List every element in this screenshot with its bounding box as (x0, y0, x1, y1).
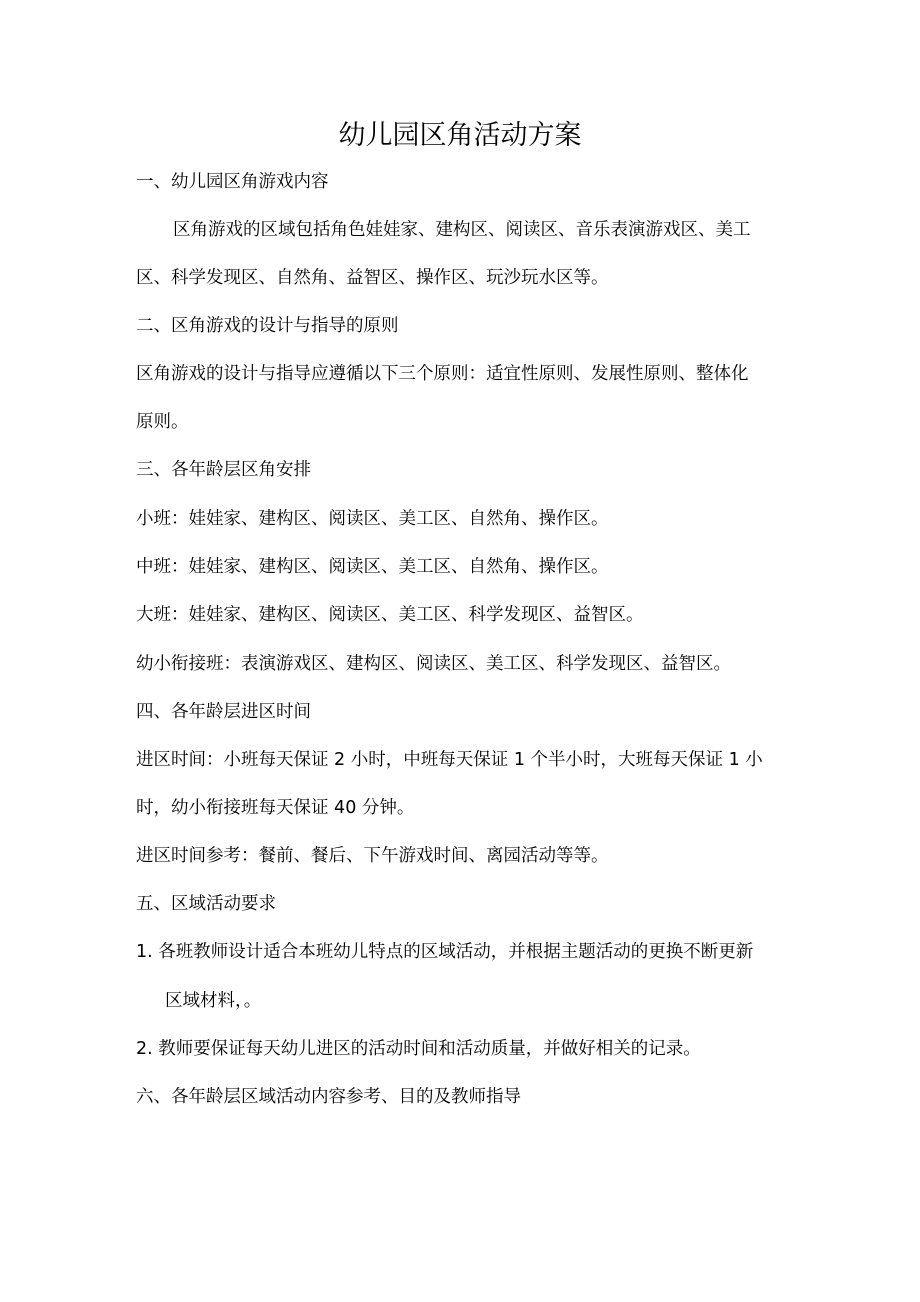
document-title: 幼儿园区角活动方案 (338, 120, 582, 151)
section1-heading: 一、幼儿园区角游戏内容 (136, 172, 329, 192)
middle-class-areas: 中班：娃娃家、建构区、阅读区、美工区、自然角、操作区。 (136, 557, 609, 577)
section4-time-line2: 时，幼小衔接班每天保证 40 分钟。 (136, 798, 415, 818)
large-class-areas: 大班：娃娃家、建构区、阅读区、美工区、科学发现区、益智区。 (136, 605, 644, 625)
small-class-areas: 小班：娃娃家、建构区、阅读区、美工区、自然角、操作区。 (136, 509, 609, 529)
section3-heading: 三、各年龄层区角安排 (136, 460, 311, 480)
section5-heading: 五、区域活动要求 (136, 894, 276, 914)
section5-item2: 2. 教师要保证每天幼儿进区的活动时间和活动质量，并做好相关的记录。 (136, 1039, 701, 1059)
section4-heading: 四、各年龄层进区时间 (136, 702, 311, 722)
section6-heading: 六、各年龄层区域活动内容参考、目的及教师指导 (136, 1087, 521, 1107)
section4-time-reference: 进区时间参考：餐前、餐后、下午游戏时间、离园活动等等。 (136, 846, 609, 866)
section1-paragraph-line2: 区、科学发现区、自然角、益智区、操作区、玩沙玩水区等。 (136, 268, 609, 288)
section2-paragraph-line1: 区角游戏的设计与指导应遵循以下三个原则：适宜性原则、发展性原则、整体化 (136, 364, 749, 384)
section2-heading: 二、区角游戏的设计与指导的原则 (136, 316, 399, 336)
section1-paragraph-line1: 区角游戏的区域包括角色娃娃家、建构区、阅读区、音乐表演游戏区、美工 (173, 220, 751, 240)
section5-item1-line2: 区域材料，。 (165, 991, 262, 1011)
transition-class-areas: 幼小衔接班：表演游戏区、建构区、阅读区、美工区、科学发现区、益智区。 (136, 654, 731, 674)
section2-paragraph-line2: 原则。 (136, 412, 189, 432)
section4-time-line1: 进区时间：小班每天保证 2 小时，中班每天保证 1 个半小时，大班每天保证 1 小 (136, 750, 763, 770)
section5-item1-line1: 1. 各班教师设计适合本班幼儿特点的区域活动，并根据主题活动的更换不断更新 (136, 942, 754, 962)
